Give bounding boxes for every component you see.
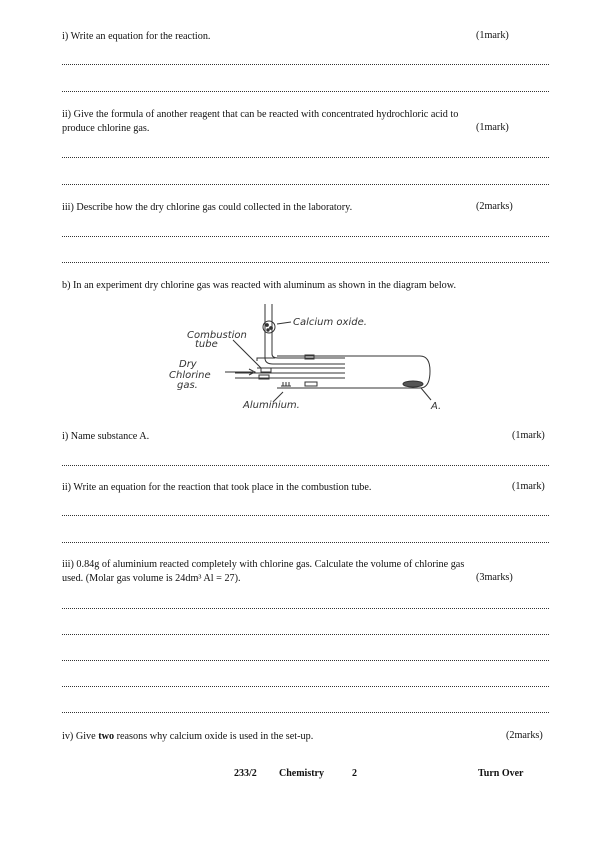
leader-combustion-tube <box>233 340 261 368</box>
leader-a <box>421 388 431 400</box>
question-b-i-mark: (1mark) <box>512 430 545 441</box>
answer-line <box>62 515 549 516</box>
product-a-deposit <box>403 381 423 387</box>
question-b-ii-mark: (1mark) <box>512 481 545 492</box>
stopper <box>261 368 271 372</box>
question-b-iv-bold: two <box>98 731 115 742</box>
answer-line <box>62 157 549 158</box>
label-dry: Dry <box>179 359 197 370</box>
granule <box>266 324 269 327</box>
label-combustion-tube: tube <box>195 339 218 350</box>
question-b-iv-before: iv) Give <box>62 731 99 742</box>
footer-subject: Chemistry <box>279 768 324 779</box>
question-b-iii-mark: (3marks) <box>476 572 513 583</box>
label-calcium-oxide: Calcium oxide. <box>293 317 367 328</box>
question-ii-mark: (1mark) <box>476 122 509 133</box>
answer-line <box>62 91 549 92</box>
question-b-i-text: i) Name substance A. <box>62 431 150 442</box>
label-chlorine: Chlorine <box>169 370 211 381</box>
question-ii-line1: ii) Give the formula of another reagent that can be reacted with concentrated hydrochloric acid to <box>62 109 459 120</box>
question-b-text: b) In an experiment dry chlorine gas was reacted with aluminum as shown in the diagram below. <box>62 280 456 291</box>
answer-line <box>62 64 549 65</box>
stopper <box>305 382 317 386</box>
answer-line <box>62 712 549 713</box>
question-b-iii-line2: used. (Molar gas volume is 24dm³ Al = 27). <box>62 573 241 584</box>
label-aluminium: Aluminium. <box>243 400 300 411</box>
question-i-text: i) Write an equation for the reaction. <box>62 31 211 42</box>
answer-line <box>62 634 549 635</box>
question-i-mark: (1mark) <box>476 30 509 41</box>
answer-line <box>62 542 549 543</box>
granule <box>270 327 273 330</box>
question-b-iv-after: reasons why calcium oxide is used in the set-up. <box>114 731 314 742</box>
granule <box>267 329 269 331</box>
apparatus-diagram <box>165 298 455 414</box>
question-iii-text: iii) Describe how the dry chlorine gas could collected in the laboratory. <box>62 202 353 213</box>
answer-line <box>62 262 549 263</box>
question-b-iii-line1: iii) 0.84g of aluminium reacted completely with chlorine gas. Calculate the volume of chlorine gas <box>62 559 465 570</box>
footer-turn-over: Turn Over <box>478 768 524 779</box>
question-b-iv-text <box>62 730 313 743</box>
answer-line <box>62 465 549 466</box>
label-gas: gas. <box>177 380 198 391</box>
answer-line <box>62 184 549 185</box>
question-b-iv-mark: (2marks) <box>506 730 543 741</box>
label-combustion: Combustion <box>187 330 247 341</box>
question-ii-line2: produce chlorine gas. <box>62 123 150 134</box>
footer-code: 233/2 <box>234 768 257 779</box>
footer-page: 2 <box>352 768 357 779</box>
answer-line <box>62 236 549 237</box>
answer-line <box>62 686 549 687</box>
question-b-ii-text: ii) Write an equation for the reaction that took place in the combustion tube. <box>62 482 372 493</box>
answer-line <box>62 660 549 661</box>
question-iii-mark: (2marks) <box>476 201 513 212</box>
leader-calcium-oxide <box>277 322 291 324</box>
label-a: A. <box>431 401 442 412</box>
answer-line <box>62 608 549 609</box>
